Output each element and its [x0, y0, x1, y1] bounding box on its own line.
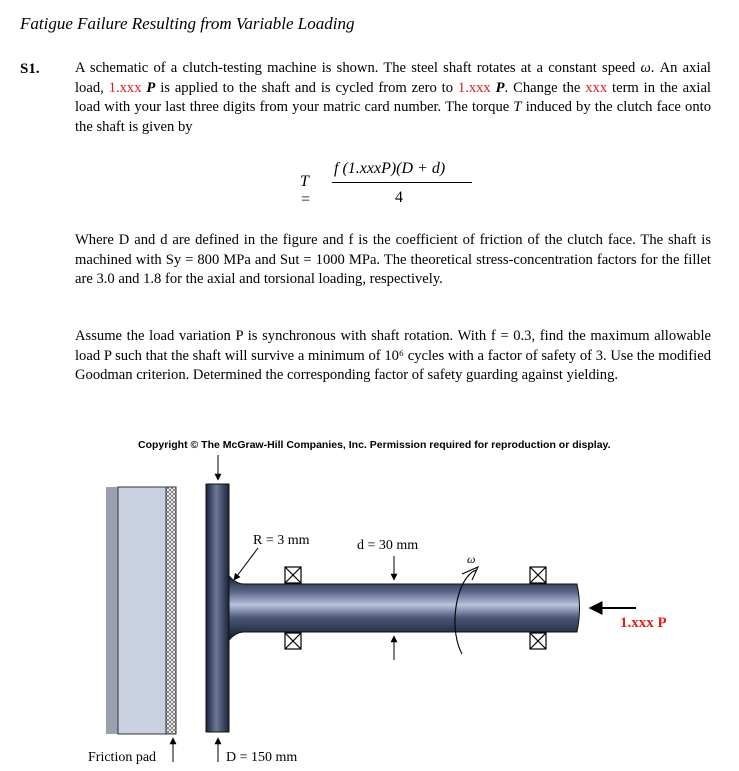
disc-diameter-label: D = 150 mm: [226, 750, 298, 765]
pad-backing: [106, 487, 118, 734]
problem-paragraph-3: Assume the load variation P is synchronous with shaft rotation. With f = 0.3, find the maximum allowable load P such that the shaft will survive a minimum of 10⁶ cycles with a factor of safety of 3. Use the modified Goodman criterion. Determined the corresponding factor of safety guarding against yielding.: [75, 328, 711, 383]
section-title: Fatigue Failure Resulting from Variable Loading: [20, 14, 355, 33]
question-number: S1.: [20, 61, 40, 77]
formula-denominator: 4: [395, 189, 403, 206]
formula-lhs: T =: [300, 173, 311, 208]
shaft: [229, 576, 580, 640]
friction-pad: [166, 487, 176, 734]
problem-paragraph-2: Where D and d are defined in the figure and f is the coefficient of friction of the clutch face. The shaft is machined with Sy = 800 MPa and Sut = 1000 MPa. The theoretical stress-concentration factors for the fillet are 3.0 and 1.8 for the axial and torsional loading, respectively.: [75, 232, 711, 287]
copyright-notice: Copyright © The McGraw-Hill Companies, Inc. Permission required for reproduction or display.: [138, 439, 611, 451]
fillet-leader: [234, 548, 258, 580]
friction-pad-label: Friction pad: [88, 750, 157, 765]
omega-label: ω: [467, 552, 476, 566]
clutch-disc: [206, 484, 229, 732]
axial-load-label: 1.xxx P: [620, 615, 667, 631]
problem-paragraph-1: A schematic of a clutch-testing machine is shown. The steel shaft rotates at a constant speed ω. An axial load, 1.xxx P is applied to the shaft and is cycled from zero to 1.xxx P. Change the xxx term in the axial load with your last three digits from your matric card number. The torque T induced by the clutch face onto the shaft is given by: [75, 60, 712, 135]
pad-block: [118, 487, 166, 734]
shaft-diameter-label: d = 30 mm: [357, 538, 419, 553]
fillet-radius-label: R = 3 mm: [253, 533, 310, 548]
formula-numerator: f (1.xxxP)(D + d): [334, 160, 446, 177]
